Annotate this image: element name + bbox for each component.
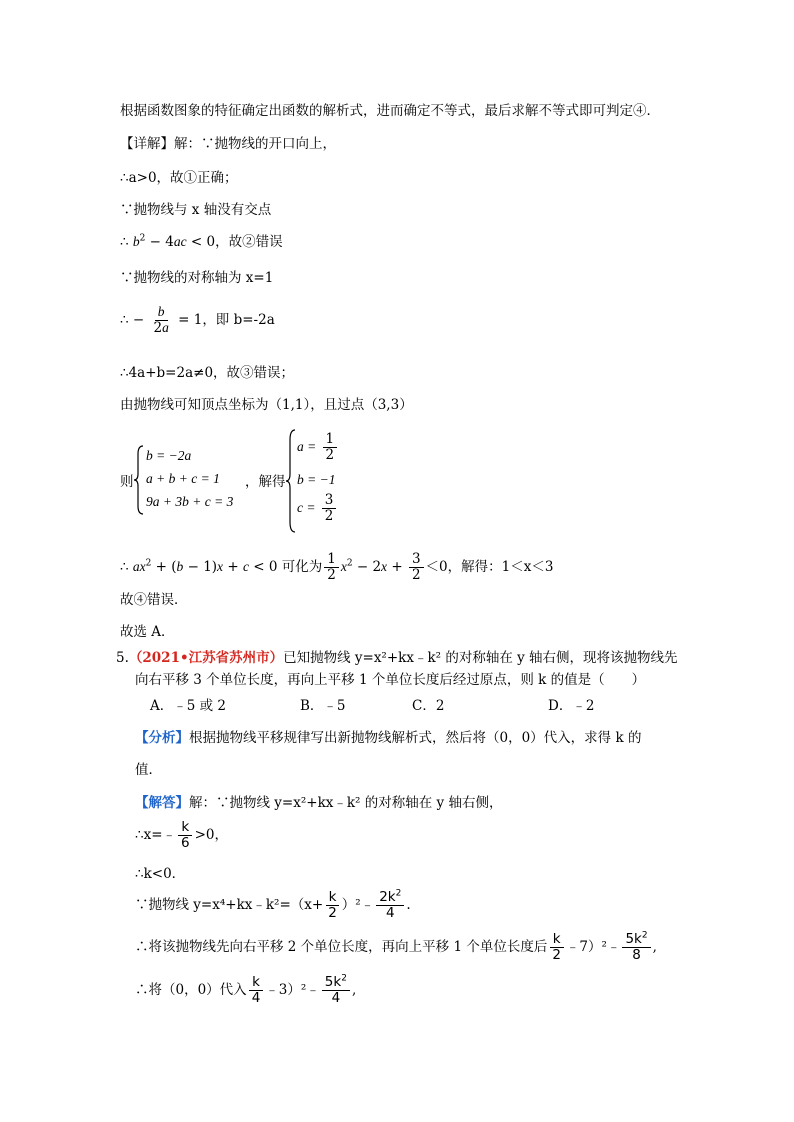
left-brace-icon	[285, 428, 297, 534]
text-line	[120, 234, 283, 250]
solution-b: b = −1	[297, 472, 336, 487]
formula: $\frac{1}{2}$ $x^2 - 2x$ + $\frac{3}{2}$	[322, 559, 425, 575]
text-line: 由抛物线可知顶点坐标为（1,1），且过点（3,3）	[120, 397, 413, 413]
detail-tag: 【详解】	[120, 136, 174, 152]
question-stem-2: 向右平移 3 个单位长度，再向上平移 1 个单位长度后经过原点，则 k 的值是（ ）	[135, 672, 646, 688]
analysis-tag: 【分析】	[135, 730, 189, 746]
option-d: D．﹣2	[548, 698, 595, 714]
solution-c: c = $\frac{3}{2}$	[297, 493, 338, 524]
text-line	[120, 552, 553, 583]
solution-a: a = $\frac{1}{2}$	[297, 432, 339, 463]
text-line: 根据函数图象的特征确定出函数的解析式，进而确定不等式，最后求解不等式即可判定④．	[120, 103, 660, 119]
answer-step: ∴将（0，0）代入 $\frac{k}{4}$ ﹣3）²﹣ $\frac{5k^2}{4}$ ,	[135, 973, 357, 1006]
then-label: 则	[120, 474, 134, 490]
answer-tag: 【解答】	[135, 795, 189, 811]
stem-text: 已知抛物线 y=x²+kx﹣k² 的对称轴在 y 轴右侧，现将该抛物线先	[283, 650, 678, 666]
text-line	[120, 305, 275, 336]
answer-step: ∴将该抛物线先向右平移 2 个单位长度，再向上平移 1 个单位长度后 $\frac{k}{2}$ ﹣7）²﹣ $\frac{5k^2}{8}$ ,	[135, 930, 657, 963]
question-number: 5.	[116, 650, 129, 666]
answer-step: ∵抛物线 y=x⁴+kx﹣k²=（x+ $\frac{k}{2}$ ）²﹣ $\frac{2k^2}{4}$ .	[135, 888, 411, 921]
text-tail: ，故②错误	[215, 234, 283, 250]
answer-step: ∴x=﹣ $\frac{k}{6}$ >0，	[135, 819, 229, 851]
answer-line	[135, 795, 502, 811]
equation-1: b = −2a	[146, 448, 192, 463]
text-mid: 可化为	[281, 558, 323, 575]
formula: ∴ $b^2 - 4ac < 0$	[120, 233, 216, 250]
option-c: C．2	[412, 698, 445, 714]
text-line: ∴a>0，故①正确；	[120, 170, 238, 186]
text-tail: ，即 b=-2a	[202, 311, 275, 328]
equation-2: a + b + c = 1	[146, 471, 220, 486]
text-tail: ＜0，解得：1＜x＜3	[425, 558, 554, 575]
text-line: 故④错误．	[120, 592, 188, 608]
analysis-text: 根据抛物线平移规律写出新抛物线解析式，然后将（0，0）代入，求得 k 的	[189, 730, 642, 746]
formula: ∴ − $\frac{b}{2a}$ = 1	[120, 304, 203, 336]
option-a: A．﹣5 或 2	[150, 698, 227, 714]
question-source: （2021•江苏省苏州市）	[128, 650, 284, 666]
detail-text: 解：∵抛物线的开口向上，	[174, 136, 336, 152]
equation-3: 9a + 3b + c = 3	[146, 494, 234, 509]
analysis-line	[135, 730, 641, 746]
question-stem	[116, 650, 678, 666]
formula: ∴ $ax^2 + (b - 1)x + c < 0$	[120, 558, 278, 575]
solve-label: ，解得	[245, 474, 286, 490]
option-b: B．﹣5	[300, 698, 346, 714]
text-line	[120, 136, 336, 152]
analysis-line-2: 值．	[135, 762, 162, 778]
text-line: ∵抛物线与 x 轴没有交点	[120, 202, 272, 218]
text-line: 故选 A．	[120, 624, 175, 640]
left-brace-icon	[133, 444, 145, 516]
text-line: ∴4a+b=2a≠0，故③错误；	[120, 365, 295, 381]
answer-text: 解：∵抛物线 y=x²+kx﹣k² 的对称轴在 y 轴右侧，	[189, 795, 503, 811]
text-line: ∵抛物线的对称轴为 x=1	[120, 270, 274, 286]
answer-step: ∴k<0．	[135, 866, 186, 882]
